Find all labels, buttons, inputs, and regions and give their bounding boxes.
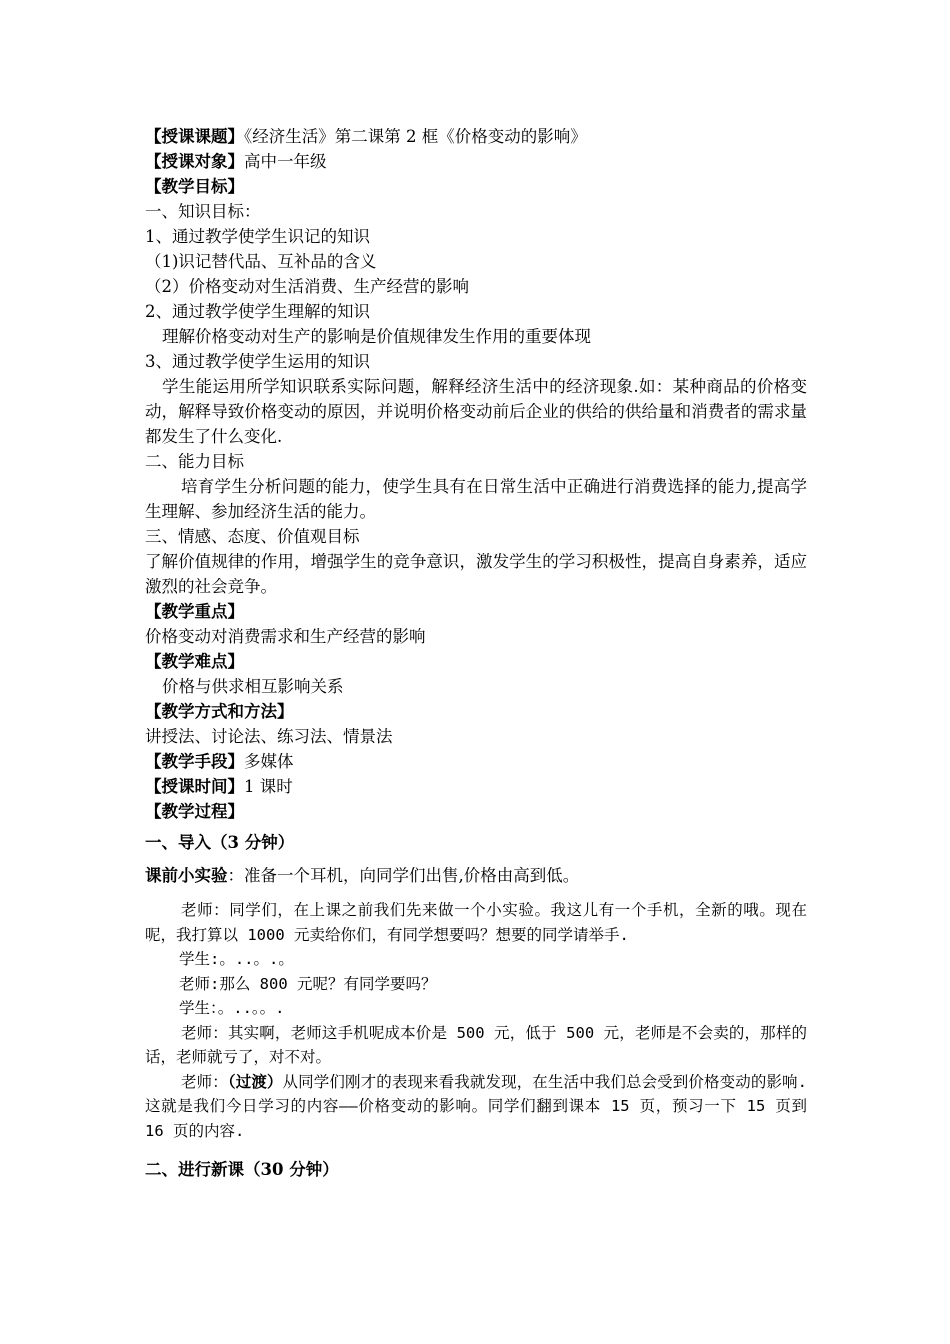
audience-label: 【授课对象】 [145, 152, 244, 171]
dialogue-student-2: 学生：。..。。. [179, 999, 285, 1017]
transition-label: （过渡） [227, 1072, 283, 1091]
topic-label: 【授课课题】 [145, 127, 244, 146]
dialogue-block [145, 898, 807, 1143]
key-point-text: 价格变动对消费需求和生产经营的影响 [145, 627, 426, 646]
process-heading: 【教学过程】 [145, 802, 244, 821]
dialogue-teacher-3: 老师：其实啊，老师这手机呢成本价是 500 元，低于 500 元，老师是不会卖的，那样的话，老师就亏了，对不对。 [145, 1023, 807, 1066]
means-label: 【教学手段】 [145, 752, 244, 771]
means-line [145, 749, 807, 774]
topic-value: 《经济生活》第二课第 2 框《价格变动的影响》 [244, 127, 587, 146]
dialogue-teacher-transition [145, 1070, 807, 1144]
dialogue-teacher-1: 老师：同学们，在上课之前我们先来做一个小实验。我这儿有一个手机，全新的哦。现在呢，我打算以 1000 元卖给你们，有同学想要吗？想要的同学请举手. [145, 901, 807, 944]
key-point-heading: 【教学重点】 [145, 602, 244, 621]
goals-heading: 【教学目标】 [145, 177, 244, 196]
difficulty-heading: 【教学难点】 [145, 652, 244, 671]
ability-goals-text: 培育学生分析问题的能力，使学生具有在日常生活中正确进行消费选择的能力,提高学生理解、参加经济生活的能力。 [145, 477, 807, 521]
time-line [145, 774, 807, 799]
transition-text: 从同学们刚才的表现来看我就发现，在生活中我们总会受到价格变动的影响.这就是我们今日学习的内容——价格变动的影响。同学们翻到课本 15 页，预习一下 15 页到 16 页的内容. [145, 1072, 807, 1140]
experiment-text: ：准备一个耳机，向同学们出售,价格由高到低。 [227, 866, 580, 885]
audience-value: 高中一年级 [244, 152, 327, 171]
knowledge-item-3a: 学生能运用所学知识联系实际问题，解释经济生活中的经济现象.如：某种商品的价格变动，解释导致价格变动的原因，并说明价格变动前后企业的供给的供给量和消费者的需求量都发生了什么变化. [145, 377, 807, 446]
knowledge-item-2: 2、通过教学使学生理解的知识 [145, 302, 370, 321]
time-label: 【授课时间】 [145, 777, 244, 796]
knowledge-item-1a: （1)识记替代品、互补品的含义 [145, 252, 377, 271]
knowledge-item-2a: 理解价格变动对生产的影响是价值规律发生作用的重要体现 [162, 327, 591, 346]
knowledge-goals-title: 一、知识目标： [145, 202, 261, 221]
experiment-line [145, 863, 807, 888]
emotion-goals-title: 三、情感、态度、价值观目标 [145, 527, 360, 546]
topic-line [145, 124, 807, 149]
difficulty-text: 价格与供求相互影响关系 [162, 677, 344, 696]
method-heading: 【教学方式和方法】 [145, 702, 294, 721]
experiment-label: 课前小实验 [145, 866, 228, 885]
dialogue-student-1: 学生:。..。.。 [179, 950, 294, 968]
ability-goals-title: 二、能力目标 [145, 452, 244, 471]
document-page [145, 124, 807, 1182]
method-text: 讲授法、讨论法、练习法、情景法 [145, 727, 393, 746]
new-lesson-title: 二、进行新课（30 分钟） [145, 1160, 339, 1179]
time-value: 1 课时 [244, 777, 293, 796]
means-value: 多媒体 [244, 752, 294, 771]
knowledge-item-1b: （2）价格变动对生活消费、生产经营的影响 [145, 277, 469, 296]
emotion-goals-text: 了解价值规律的作用，增强学生的竞争意识，激发学生的学习积极性，提高自身素养，适应激烈的社会竞争。 [145, 552, 807, 596]
dialogue-teacher-2: 老师:那么 800 元呢？有同学要吗？ [179, 974, 437, 993]
knowledge-item-3: 3、通过教学使学生运用的知识 [145, 352, 370, 371]
transition-prefix: 老师： [181, 1072, 228, 1091]
audience-line [145, 149, 807, 174]
intro-title: 一、导入（3 分钟） [145, 833, 295, 852]
knowledge-item-1: 1、通过教学使学生识记的知识 [145, 227, 370, 246]
